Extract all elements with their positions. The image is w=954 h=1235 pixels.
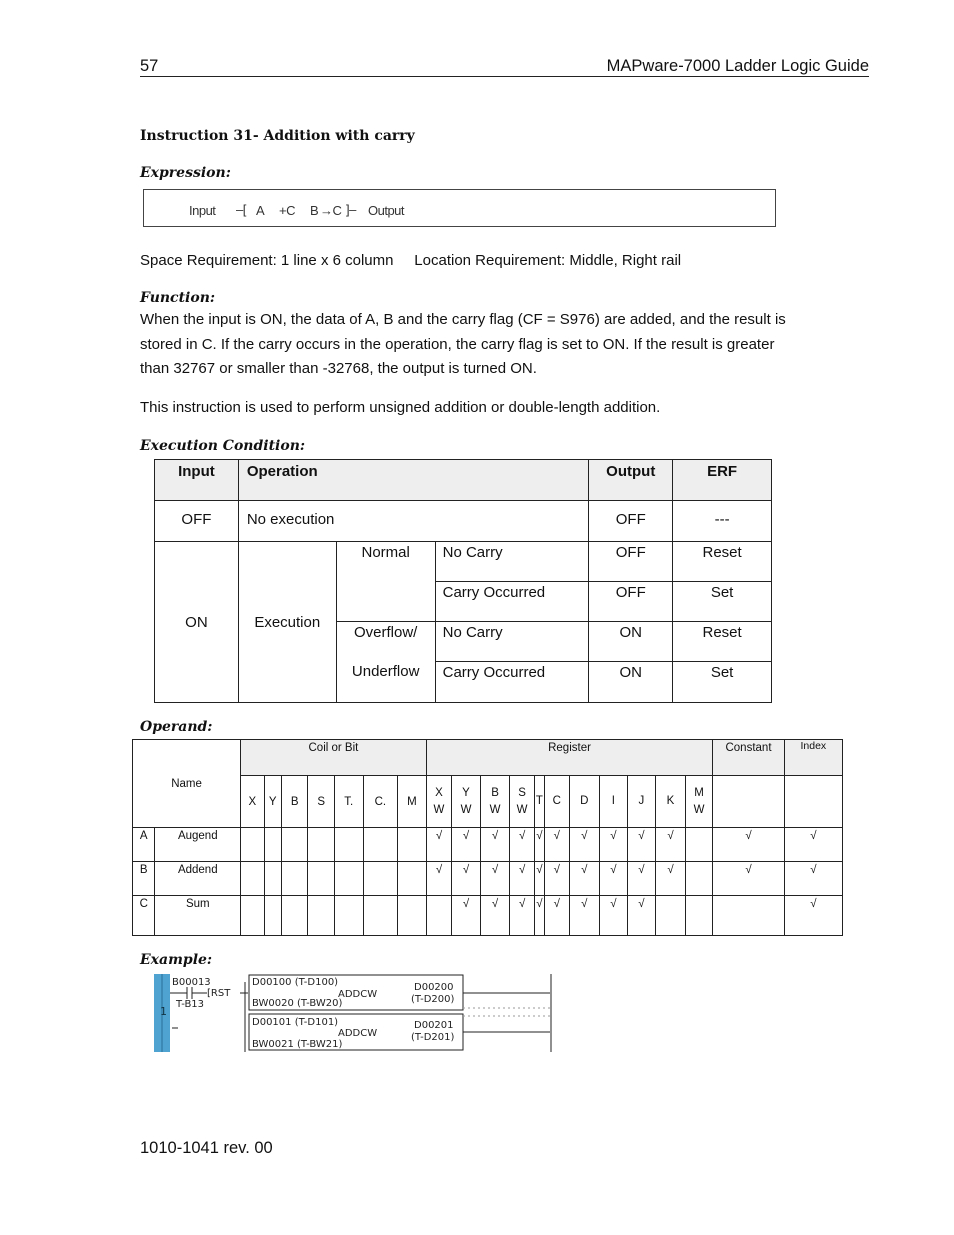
requirements-line: Space Requirement: 1 line x 6 column Location Requirement: Middle, Right rail [140, 252, 682, 269]
exec-row4-carry: Carry Occurred [435, 662, 589, 703]
function-line-1: When the input is ON, the data of A, B and the carry flag (CF = S976) are added, and the result is [140, 311, 786, 328]
register-cell: √ [510, 896, 534, 936]
expr-output: Output [368, 203, 405, 218]
register-cell: √ [656, 862, 686, 896]
exec-row3-erf: Reset [673, 622, 772, 662]
exec-overflow-label: Overflow/ [353, 624, 418, 641]
register-cell: √ [452, 862, 481, 896]
block1-in1: D00100 (T-D100) [252, 977, 339, 988]
index-col-header [784, 776, 842, 828]
coil-cell [363, 896, 398, 936]
coil-cell [398, 862, 427, 896]
register-col-header: D [569, 776, 600, 828]
register-col-header: X W [426, 776, 452, 828]
register-cell: √ [510, 828, 534, 862]
block1-out-tag: (T-D200) [411, 994, 455, 1005]
exec-underflow-label: Underflow [351, 663, 420, 680]
coil-col-header: X [241, 776, 264, 828]
operand-letter: C [133, 896, 155, 936]
register-col-header: J [627, 776, 656, 828]
register-cell: √ [452, 896, 481, 936]
block1-op: ADDCW [338, 989, 378, 1000]
coil-cell [281, 896, 308, 936]
coil-cell [363, 828, 398, 862]
coil-cell [308, 896, 335, 936]
exec-row2-carry: Carry Occurred [435, 582, 589, 622]
exec-off-operation: No execution [238, 501, 588, 542]
block2-op: ADDCW [338, 1028, 378, 1039]
constant-cell: √ [713, 862, 784, 896]
register-col-header: Y W [452, 776, 481, 828]
expr-contact-symbol: –[ [236, 202, 246, 217]
register-cell [685, 862, 713, 896]
block1-in2: BW0020 (T-BW20) [252, 998, 343, 1009]
coil-cell [334, 896, 363, 936]
coil-cell [264, 862, 281, 896]
expr-close-symbol: ]– [346, 202, 356, 217]
coil-cell [241, 896, 264, 936]
coil-cell [241, 828, 264, 862]
expression-box [143, 189, 776, 227]
coil-cell [308, 828, 335, 862]
register-cell: √ [569, 862, 600, 896]
register-col-header: C [545, 776, 569, 828]
function-paragraph [140, 308, 840, 382]
operand-heading: Operand: [140, 719, 213, 735]
exec-row1-output: OFF [589, 542, 673, 582]
register-col-header: K [656, 776, 686, 828]
coil-col-header: T. [334, 776, 363, 828]
operand-row [133, 828, 843, 862]
expr-arrow-c: →C [320, 203, 342, 218]
register-cell: √ [426, 828, 452, 862]
expr-plus-c: +C [279, 203, 295, 218]
coil-cell [363, 862, 398, 896]
operand-name: Sum [155, 896, 241, 936]
contact-address: B00013 [172, 977, 211, 988]
register-cell: √ [452, 828, 481, 862]
header-rule [140, 76, 869, 77]
function-line-3: than 32767 or smaller than -32768, the output is turned ON. [140, 360, 537, 377]
index-cell: √ [784, 862, 842, 896]
operand-name-header-label: Name [171, 777, 202, 790]
page-number: 57 [140, 57, 159, 75]
operand-name-header [133, 740, 241, 828]
register-cell: √ [600, 862, 628, 896]
constant-group-header: Constant [713, 740, 784, 776]
register-cell: √ [600, 828, 628, 862]
rung-number: 1 [160, 1005, 167, 1018]
expr-input: Input [189, 203, 216, 218]
exec-row1-erf: Reset [673, 542, 772, 582]
exec-off-erf: --- [673, 501, 772, 542]
register-cell: √ [627, 828, 656, 862]
function-paragraph-2: This instruction is used to perform unsigned addition or double-length addition. [140, 399, 661, 416]
example-heading: Example: [140, 952, 213, 968]
register-cell: √ [510, 862, 534, 896]
exec-off-input: OFF [155, 501, 239, 542]
coil-cell [264, 896, 281, 936]
register-cell: √ [545, 828, 569, 862]
exec-header-input: Input [155, 460, 239, 501]
register-cell: √ [656, 828, 686, 862]
block2-in1: D00101 (T-D101) [252, 1017, 339, 1028]
coil-cell [398, 828, 427, 862]
reset-coil: [RST [207, 988, 231, 999]
contact-tag: T-B13 [176, 999, 205, 1010]
coil-col-header: C. [363, 776, 398, 828]
register-cell: √ [480, 862, 510, 896]
coil-cell [308, 862, 335, 896]
function-heading: Function: [140, 290, 216, 306]
exec-row4-erf: Set [673, 662, 772, 703]
guide-title: MAPware-7000 Ladder Logic Guide [606, 57, 869, 75]
register-group-header: Register [426, 740, 713, 776]
register-cell: √ [627, 862, 656, 896]
coil-col-header: S [308, 776, 335, 828]
register-col-header: T [534, 776, 544, 828]
register-col-header: M W [685, 776, 713, 828]
operand-name: Addend [155, 862, 241, 896]
coil-col-header: M [398, 776, 427, 828]
operand-name: Augend [155, 828, 241, 862]
register-cell: √ [569, 896, 600, 936]
block2-out: D00201 [414, 1020, 454, 1031]
coil-cell [281, 862, 308, 896]
exec-header-operation: Operation [238, 460, 588, 501]
coil-group-header: Coil or Bit [241, 740, 427, 776]
index-group-header: Index [784, 740, 842, 776]
register-cell: √ [545, 862, 569, 896]
register-cell [685, 896, 713, 936]
exec-off-output: OFF [589, 501, 673, 542]
register-cell: √ [569, 828, 600, 862]
operand-letter: B [133, 862, 155, 896]
register-cell: √ [534, 896, 544, 936]
footer-revision: 1010-1041 rev. 00 [140, 1139, 273, 1157]
coil-cell [241, 862, 264, 896]
register-cell: √ [627, 896, 656, 936]
block1-out: D00200 [414, 982, 454, 993]
execution-heading: Execution Condition: [140, 438, 306, 454]
exec-row3-output: ON [589, 622, 673, 662]
register-col-header: B W [480, 776, 510, 828]
expression-heading: Expression: [140, 165, 231, 181]
coil-col-header: B [281, 776, 308, 828]
exec-normal: Normal [336, 542, 435, 622]
instruction-title: Instruction 31- Addition with carry [140, 128, 415, 144]
exec-row3-carry: No Carry [435, 622, 589, 662]
register-cell: √ [545, 896, 569, 936]
register-cell: √ [534, 828, 544, 862]
constant-col-header [713, 776, 784, 828]
exec-header-erf: ERF [673, 460, 772, 501]
register-cell: √ [534, 862, 544, 896]
register-cell [656, 896, 686, 936]
exec-row1-carry: No Carry [435, 542, 589, 582]
operand-row [133, 862, 843, 896]
coil-cell [334, 828, 363, 862]
exec-on-input: ON [155, 542, 239, 703]
index-cell: √ [784, 828, 842, 862]
constant-cell: √ [713, 828, 784, 862]
register-col-header: S W [510, 776, 534, 828]
register-cell [426, 896, 452, 936]
block2-out-tag: (T-D201) [411, 1032, 455, 1043]
register-cell: √ [600, 896, 628, 936]
exec-header-output: Output [589, 460, 673, 501]
coil-cell [334, 862, 363, 896]
execution-table [154, 459, 772, 703]
expr-a: A [256, 203, 265, 218]
constant-cell [713, 896, 784, 936]
index-cell: √ [784, 896, 842, 936]
exec-overflow [336, 622, 435, 703]
register-col-header: I [600, 776, 628, 828]
register-cell: √ [480, 896, 510, 936]
exec-row2-output: OFF [589, 582, 673, 622]
block2-in2: BW0021 (T-BW21) [252, 1039, 343, 1050]
function-line-2: stored in C. If the carry occurs in the operation, the carry flag is set to ON. If the result is greater [140, 335, 775, 353]
coil-col-header: Y [264, 776, 281, 828]
coil-cell [264, 828, 281, 862]
ladder-example [152, 972, 556, 1054]
coil-cell [281, 828, 308, 862]
register-cell: √ [480, 828, 510, 862]
expr-b: B [310, 203, 319, 218]
operand-table [132, 739, 843, 936]
exec-execution: Execution [238, 542, 336, 703]
exec-row2-erf: Set [673, 582, 772, 622]
register-cell [685, 828, 713, 862]
coil-cell [398, 896, 427, 936]
register-cell: √ [426, 862, 452, 896]
operand-letter: A [133, 828, 155, 862]
operand-row [133, 896, 843, 936]
exec-row4-output: ON [589, 662, 673, 703]
